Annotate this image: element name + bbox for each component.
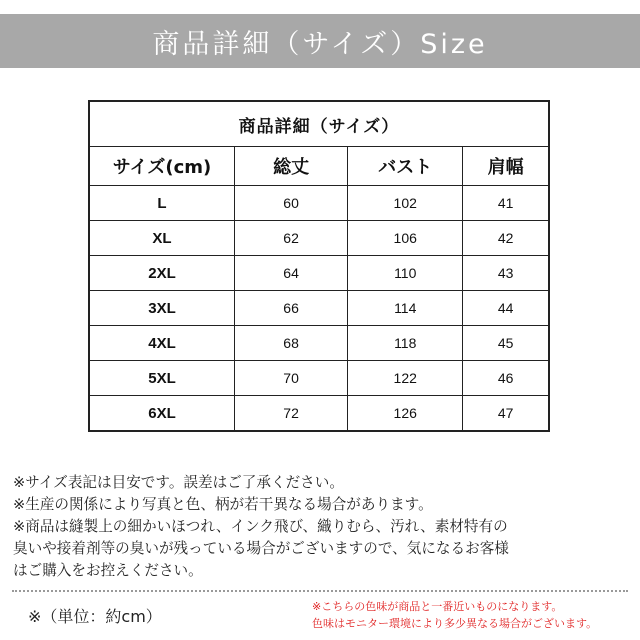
table-row: [89, 256, 549, 291]
length-cell: 64: [235, 256, 348, 291]
shoulder-cell: 47: [463, 396, 549, 432]
header-size: サイズ(cm): [89, 147, 235, 186]
size-table: [88, 100, 550, 432]
color-warning-line: 色味はモニター環境により多少異なる場合がございます。: [312, 617, 598, 630]
bust-cell: 122: [348, 361, 463, 396]
header-length: 総丈: [235, 147, 348, 186]
note-line: ※サイズ表記は目安です。誤差はご了承ください。: [13, 474, 344, 491]
shoulder-cell: 45: [463, 326, 549, 361]
table-row: [89, 396, 549, 432]
bust-cell: 102: [348, 186, 463, 221]
bust-cell: 126: [348, 396, 463, 432]
size-cell: 3XL: [89, 291, 235, 326]
table-row: [89, 361, 549, 396]
note-line: ※生産の関係により写真と色、柄が若干異なる場合があります。: [13, 496, 433, 513]
table-row: [89, 221, 549, 256]
unit-label: ※（単位：約cm）: [28, 607, 162, 626]
bust-cell: 110: [348, 256, 463, 291]
size-cell: 4XL: [89, 326, 235, 361]
size-cell: 6XL: [89, 396, 235, 432]
size-cell: 2XL: [89, 256, 235, 291]
banner-title: 商品詳細（サイズ）Size: [152, 28, 488, 60]
note-line: ※商品は縫製上の細かいほつれ、インク飛び、織りむら、汚れ、素材特有の: [13, 518, 508, 535]
table-caption-row: [89, 101, 549, 147]
dotted-divider: [12, 590, 628, 592]
length-cell: 62: [235, 221, 348, 256]
length-cell: 60: [235, 186, 348, 221]
note-line: はご購入をお控えください。: [13, 562, 203, 579]
color-warning-line: ※こちらの色味が商品と一番近いものになります。: [312, 600, 563, 613]
table-row: [89, 291, 549, 326]
shoulder-cell: 43: [463, 256, 549, 291]
length-cell: 68: [235, 326, 348, 361]
note-line: 臭いや接着剤等の臭いが残っている場合がございますので、気になるお客様: [13, 540, 509, 557]
table-row: [89, 326, 549, 361]
length-cell: 66: [235, 291, 348, 326]
table-caption: 商品詳細（サイズ）: [89, 101, 549, 147]
title-banner: [0, 14, 640, 68]
bust-cell: 114: [348, 291, 463, 326]
shoulder-cell: 44: [463, 291, 549, 326]
size-cell: XL: [89, 221, 235, 256]
size-cell: L: [89, 186, 235, 221]
shoulder-cell: 41: [463, 186, 549, 221]
table-header-row: [89, 147, 549, 186]
length-cell: 70: [235, 361, 348, 396]
table-row: [89, 186, 549, 221]
bust-cell: 106: [348, 221, 463, 256]
color-warning: [312, 598, 637, 632]
notes-block: [13, 472, 633, 582]
size-cell: 5XL: [89, 361, 235, 396]
shoulder-cell: 46: [463, 361, 549, 396]
header-shoulder: 肩幅: [463, 147, 549, 186]
bust-cell: 118: [348, 326, 463, 361]
shoulder-cell: 42: [463, 221, 549, 256]
header-bust: バスト: [348, 147, 463, 186]
length-cell: 72: [235, 396, 348, 432]
